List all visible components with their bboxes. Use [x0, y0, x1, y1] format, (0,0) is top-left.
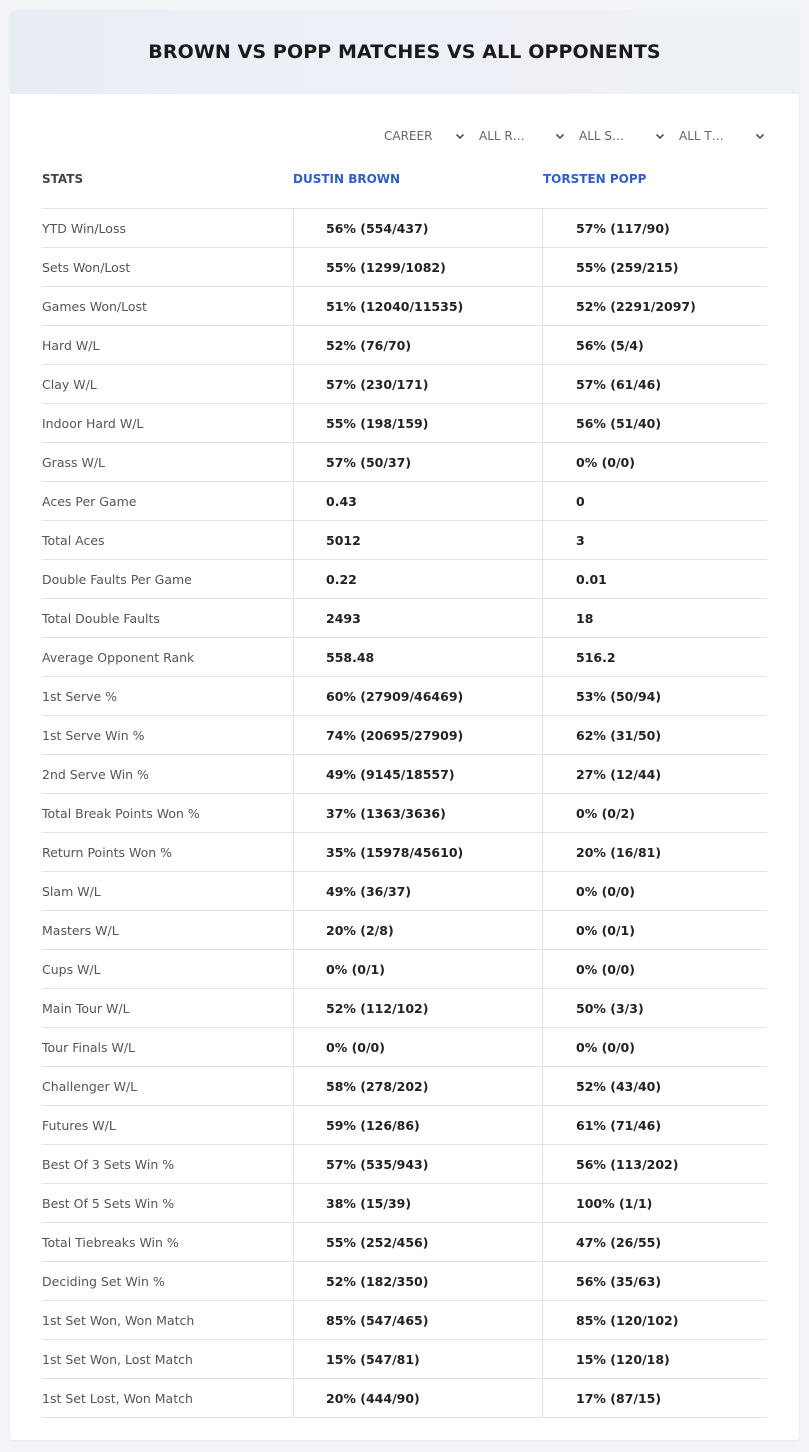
stat-label: Deciding Set Win %: [42, 1273, 165, 1289]
player2-value: 0.01: [542, 560, 767, 598]
player1-value: 0.43: [293, 482, 543, 520]
player2-value: 0% (0/0): [542, 443, 767, 481]
table-row: [42, 1184, 767, 1223]
player1-value: 5012: [293, 521, 543, 559]
player2-value: 52% (43/40): [542, 1067, 767, 1105]
player2-value: 18: [542, 599, 767, 637]
stat-label: Clay W/L: [42, 376, 97, 392]
player1-value: 49% (36/37): [293, 872, 543, 910]
stat-label: Cups W/L: [42, 961, 101, 977]
table-row: [42, 560, 767, 599]
stat-label: Total Break Points Won %: [42, 805, 200, 821]
player1-value: 57% (535/943): [293, 1145, 543, 1183]
stat-label: 1st Set Lost, Won Match: [42, 1390, 193, 1406]
player2-value: 50% (3/3): [542, 989, 767, 1027]
stat-label: 1st Set Won, Lost Match: [42, 1351, 193, 1367]
player1-value: 35% (15978/45610): [293, 833, 543, 871]
player1-value: 52% (76/70): [293, 326, 543, 364]
player1-value: 38% (15/39): [293, 1184, 543, 1222]
player1-value: 52% (182/350): [293, 1262, 543, 1300]
stats-card: [10, 10, 799, 1440]
player1-value: 0% (0/1): [293, 950, 543, 988]
player1-value: 0.22: [293, 560, 543, 598]
filter-round-select[interactable]: [479, 122, 565, 150]
table-row: [42, 1145, 767, 1184]
table-row: [42, 794, 767, 833]
player2-value: 0% (0/0): [542, 872, 767, 910]
table-row: [42, 1223, 767, 1262]
table-row: [42, 443, 767, 482]
table-row: [42, 638, 767, 677]
player2-value: 62% (31/50): [542, 716, 767, 754]
filter-tournament-select[interactable]: [679, 122, 765, 150]
stat-label: Average Opponent Rank: [42, 649, 195, 665]
table-row: [42, 365, 767, 404]
stats-column-header: STATS: [42, 172, 84, 186]
player1-link[interactable]: DUSTIN BROWN: [293, 172, 401, 186]
player1-value: 60% (27909/46469): [293, 677, 543, 715]
player2-value: 56% (5/4): [542, 326, 767, 364]
player1-value: 55% (1299/1082): [293, 248, 543, 286]
table-row: [42, 872, 767, 911]
player2-value: 52% (2291/2097): [542, 287, 767, 325]
player1-value: 0% (0/0): [293, 1028, 543, 1066]
player1-value: 558.48: [293, 638, 543, 676]
player2-value: 27% (12/44): [542, 755, 767, 793]
filter-bar: [10, 122, 799, 150]
stat-label: Masters W/L: [42, 922, 119, 938]
filter-period-label: CAREER: [384, 129, 433, 143]
stats-table: [42, 208, 767, 1418]
stat-label: Total Double Faults: [42, 610, 160, 626]
player1-value: 37% (1363/3636): [293, 794, 543, 832]
player1-value: 58% (278/202): [293, 1067, 543, 1105]
player2-link[interactable]: TORSTEN POPP: [543, 172, 647, 186]
player1-value: 20% (2/8): [293, 911, 543, 949]
player1-value: 51% (12040/11535): [293, 287, 543, 325]
table-row: [42, 989, 767, 1028]
player1-value: 20% (444/90): [293, 1379, 543, 1417]
stat-label: Main Tour W/L: [42, 1000, 130, 1016]
chevron-down-icon: [555, 131, 565, 141]
stat-label: Best Of 3 Sets Win %: [42, 1156, 175, 1172]
page-title: BROWN VS POPP MATCHES VS ALL OPPONENTS: [148, 41, 661, 63]
stat-label: Grass W/L: [42, 454, 106, 470]
stat-label: 1st Serve %: [42, 688, 118, 704]
player1-value: 2493: [293, 599, 543, 637]
filter-round-label: ALL R…: [479, 129, 525, 143]
player2-value: 55% (259/215): [542, 248, 767, 286]
filter-tournament-label: ALL T…: [679, 129, 724, 143]
table-row: [42, 521, 767, 560]
player1-value: 85% (547/465): [293, 1301, 543, 1339]
table-row: [42, 716, 767, 755]
player1-value: 56% (554/437): [293, 209, 543, 247]
stat-label: Tour Finals W/L: [42, 1039, 136, 1055]
chevron-down-icon: [455, 131, 465, 141]
player2-value: 15% (120/18): [542, 1340, 767, 1378]
table-row: [42, 833, 767, 872]
stat-label: Aces Per Game: [42, 493, 137, 509]
player2-value: 0% (0/0): [542, 1028, 767, 1066]
table-row: [42, 677, 767, 716]
player2-value: 0: [542, 482, 767, 520]
player2-value: 53% (50/94): [542, 677, 767, 715]
player1-value: 59% (126/86): [293, 1106, 543, 1144]
stat-label: YTD Win/Loss: [42, 220, 126, 236]
player2-value: 0% (0/2): [542, 794, 767, 832]
player2-value: 516.2: [542, 638, 767, 676]
table-row: [42, 404, 767, 443]
chevron-down-icon: [755, 131, 765, 141]
player2-value: 100% (1/1): [542, 1184, 767, 1222]
table-row: [42, 1067, 767, 1106]
filter-surface-label: ALL S…: [579, 129, 625, 143]
player1-value: 74% (20695/27909): [293, 716, 543, 754]
stat-label: Sets Won/Lost: [42, 259, 131, 275]
player2-value: 56% (113/202): [542, 1145, 767, 1183]
player2-value: 85% (120/102): [542, 1301, 767, 1339]
stat-label: 1st Set Won, Won Match: [42, 1312, 195, 1328]
player2-value: 47% (26/55): [542, 1223, 767, 1261]
table-row: [42, 287, 767, 326]
player1-value: 57% (230/171): [293, 365, 543, 403]
table-row: [42, 248, 767, 287]
card-header: [10, 10, 799, 94]
table-row: [42, 1262, 767, 1301]
stat-label: Total Tiebreaks Win %: [42, 1234, 179, 1250]
chevron-down-icon: [655, 131, 665, 141]
stat-label: Total Aces: [42, 532, 105, 548]
player2-value: 61% (71/46): [542, 1106, 767, 1144]
table-row: [42, 326, 767, 365]
table-row: [42, 1028, 767, 1067]
table-row: [42, 209, 767, 248]
table-row: [42, 755, 767, 794]
player1-value: 55% (252/456): [293, 1223, 543, 1261]
player1-value: 49% (9145/18557): [293, 755, 543, 793]
player1-value: 55% (198/159): [293, 404, 543, 442]
stat-label: 1st Serve Win %: [42, 727, 145, 743]
filter-period-select[interactable]: [384, 122, 465, 150]
stat-label: Slam W/L: [42, 883, 101, 899]
player2-value: 57% (117/90): [542, 209, 767, 247]
table-row: [42, 1379, 767, 1418]
player2-value: 3: [542, 521, 767, 559]
table-row: [42, 1106, 767, 1145]
stat-label: Best Of 5 Sets Win %: [42, 1195, 175, 1211]
player2-value: 0% (0/1): [542, 911, 767, 949]
stat-label: Futures W/L: [42, 1117, 116, 1133]
stat-label: Hard W/L: [42, 337, 100, 353]
player2-value: 17% (87/15): [542, 1379, 767, 1417]
player1-value: 57% (50/37): [293, 443, 543, 481]
stat-label: Return Points Won %: [42, 844, 173, 860]
table-row: [42, 1340, 767, 1379]
table-row: [42, 1301, 767, 1340]
player2-value: 0% (0/0): [542, 950, 767, 988]
player2-value: 20% (16/81): [542, 833, 767, 871]
player1-value: 52% (112/102): [293, 989, 543, 1027]
player1-value: 15% (547/81): [293, 1340, 543, 1378]
player2-value: 56% (35/63): [542, 1262, 767, 1300]
table-header: [42, 170, 767, 208]
stat-label: Challenger W/L: [42, 1078, 138, 1094]
player2-value: 56% (51/40): [542, 404, 767, 442]
stat-label: Games Won/Lost: [42, 298, 147, 314]
table-row: [42, 482, 767, 521]
table-row: [42, 599, 767, 638]
stat-label: Double Faults Per Game: [42, 571, 192, 587]
table-row: [42, 950, 767, 989]
table-row: [42, 911, 767, 950]
stat-label: Indoor Hard W/L: [42, 415, 144, 431]
stat-label: 2nd Serve Win %: [42, 766, 149, 782]
filter-surface-select[interactable]: [579, 122, 665, 150]
player2-value: 57% (61/46): [542, 365, 767, 403]
